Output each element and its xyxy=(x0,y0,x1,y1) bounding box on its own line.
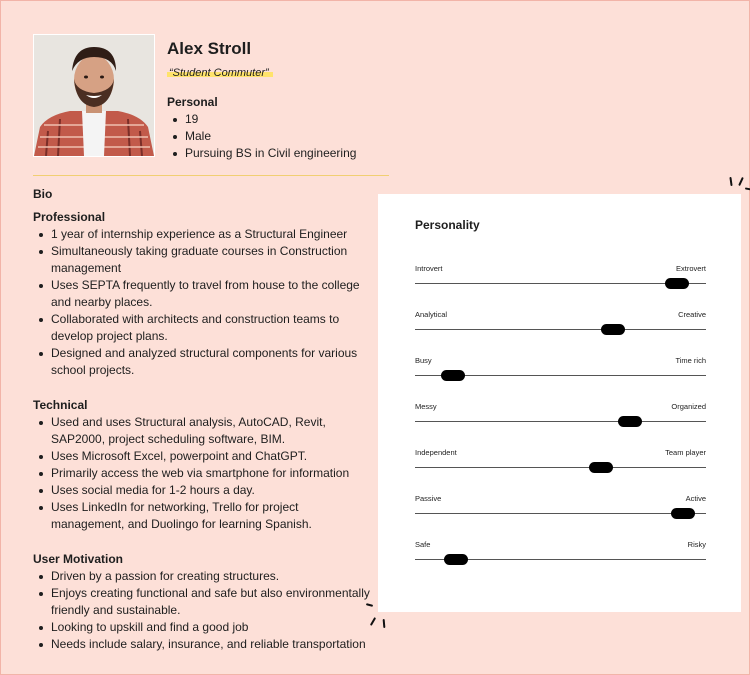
profile-photo xyxy=(33,34,155,157)
trait-right-label: Risky xyxy=(687,540,706,549)
slider-thumb[interactable] xyxy=(589,462,613,473)
trait-right-label: Organized xyxy=(671,402,706,411)
professional-section xyxy=(33,209,373,379)
trait-left-label: Busy xyxy=(415,356,432,365)
trait-busy-timerich xyxy=(415,356,706,386)
list-item: Collaborated with architects and construction teams to develop project plans. xyxy=(33,311,373,345)
list-item: Uses Microsoft Excel, powerpoint and ChatGPT. xyxy=(33,448,373,465)
technical-heading: Technical xyxy=(33,398,88,412)
trait-left-label: Introvert xyxy=(415,264,443,273)
personality-heading: Personality xyxy=(415,218,480,232)
trait-left-label: Passive xyxy=(415,494,442,503)
persona-tagline: “Student Commuter” xyxy=(167,67,273,79)
trait-right-label: Extrovert xyxy=(675,264,706,273)
list-item: Uses LinkedIn for networking, Trello for project management, and Duolingo for learning Spanish. xyxy=(33,499,373,533)
list-item: Simultaneously taking graduate courses in Construction management xyxy=(33,243,373,277)
personality-card xyxy=(378,194,741,612)
personal-item: Male xyxy=(167,128,356,145)
section-divider xyxy=(33,175,389,176)
list-item: Primarily access the web via smartphone for information xyxy=(33,465,373,482)
list-item: Designed and analyzed structural components for various school projects. xyxy=(33,345,373,379)
trait-right-label: Creative xyxy=(678,310,706,319)
trait-left-label: Analytical xyxy=(415,310,448,319)
bio-heading: Bio xyxy=(33,187,53,201)
trait-safe-risky xyxy=(415,540,706,570)
personal-heading: Personal xyxy=(167,95,218,109)
slider-thumb[interactable] xyxy=(665,278,689,289)
slider-track xyxy=(415,283,706,284)
motivation-section xyxy=(33,551,373,653)
slider-track xyxy=(415,329,706,330)
personal-item: 19 xyxy=(167,111,356,128)
trait-independent-teamplayer xyxy=(415,448,706,478)
slider-track xyxy=(415,421,706,422)
list-item: Used and uses Structural analysis, AutoCAD, Revit, SAP2000, project scheduling software, BIM. xyxy=(33,414,373,448)
slider-track xyxy=(415,467,706,468)
list-item: 1 year of internship experience as a Structural Engineer xyxy=(33,226,373,243)
list-item: Driven by a passion for creating structures. xyxy=(33,568,373,585)
trait-introvert-extrovert xyxy=(415,264,706,294)
trait-analytical-creative xyxy=(415,310,706,340)
list-item: Uses social media for 1-2 hours a day. xyxy=(33,482,373,499)
motivation-heading: User Motivation xyxy=(33,552,124,566)
list-item: Looking to upskill and find a good job xyxy=(33,619,373,636)
trait-passive-active xyxy=(415,494,706,524)
professional-heading: Professional xyxy=(33,210,106,224)
slider-thumb[interactable] xyxy=(671,508,695,519)
technical-section xyxy=(33,397,373,533)
slider-thumb[interactable] xyxy=(618,416,642,427)
trait-right-label: Time rich xyxy=(675,356,706,365)
trait-messy-organized xyxy=(415,402,706,432)
slider-thumb[interactable] xyxy=(441,370,465,381)
trait-left-label: Messy xyxy=(415,402,437,411)
trait-right-label: Active xyxy=(685,494,706,503)
list-item: Needs include salary, insurance, and reliable transportation xyxy=(33,636,373,653)
list-item: Uses SEPTA frequently to travel from house to the college and nearby places. xyxy=(33,277,373,311)
trait-left-label: Safe xyxy=(415,540,431,549)
personal-list xyxy=(167,111,356,162)
personal-item: Pursuing BS in Civil engineering xyxy=(167,145,356,162)
slider-track xyxy=(415,513,706,514)
persona-name: Alex Stroll xyxy=(167,39,252,58)
trait-left-label: Independent xyxy=(415,448,457,457)
slider-thumb[interactable] xyxy=(444,554,468,565)
slider-thumb[interactable] xyxy=(601,324,625,335)
trait-right-label: Team player xyxy=(665,448,706,457)
list-item: Enjoys creating functional and safe but also environmentally friendly and sustainable. xyxy=(33,585,373,619)
